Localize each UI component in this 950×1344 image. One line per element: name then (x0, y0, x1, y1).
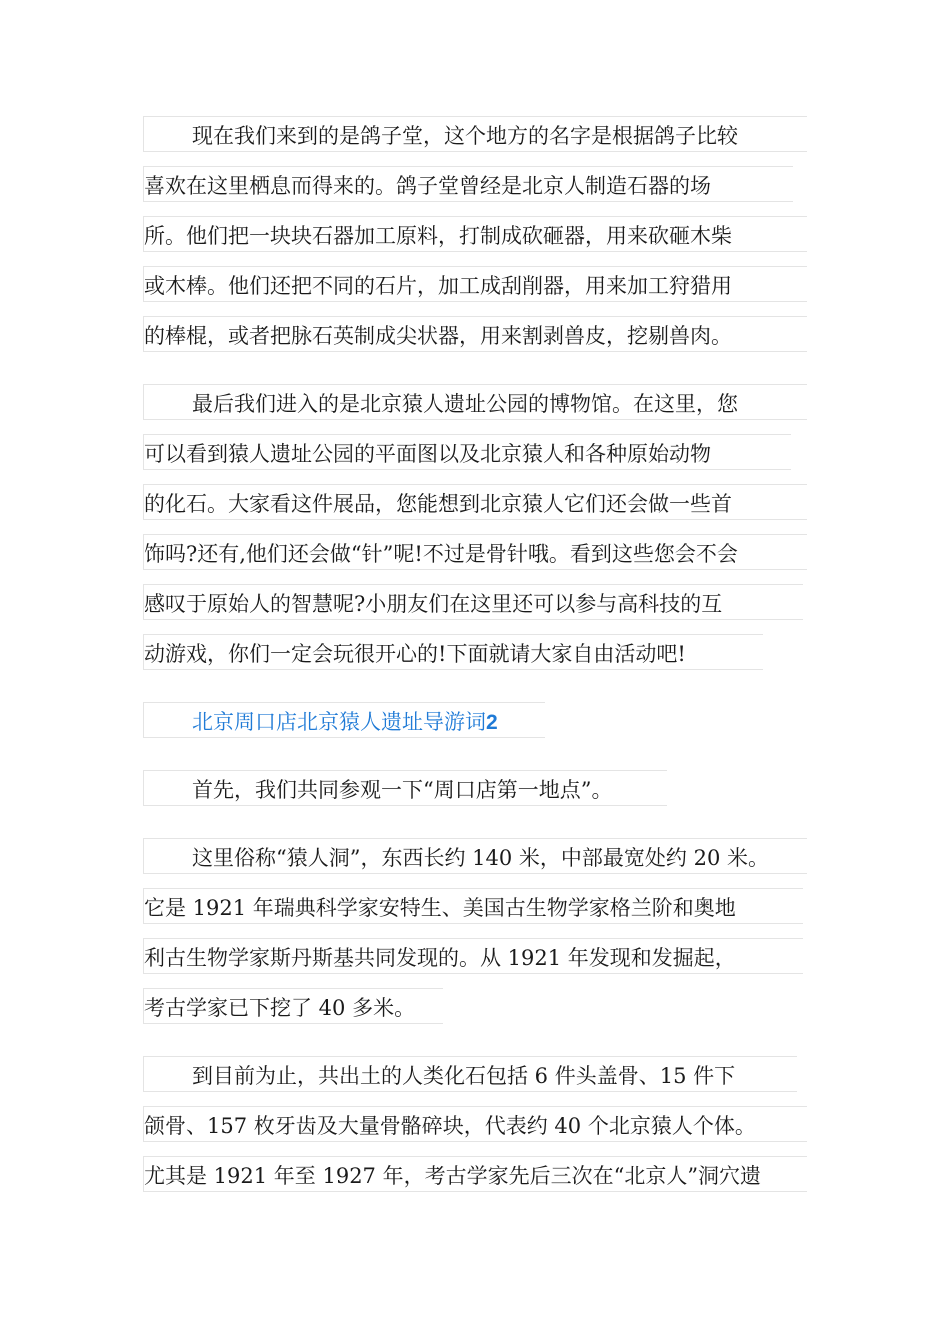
section-heading-number: 2 (486, 711, 498, 734)
paragraph-line: 它是 1921 年瑞典科学家安特生、美国古生物学家格兰阶和奥地 (143, 888, 803, 924)
paragraph-line: 考古学家已下挖了 40 多米。 (143, 988, 443, 1024)
paragraph-line: 感叹于原始人的智慧呢?小朋友们在这里还可以参与高科技的互 (143, 584, 803, 620)
paragraph-line: 喜欢在这里栖息而得来的。鸽子堂曾经是北京人制造石器的场 (143, 166, 793, 202)
paragraph-line: 饰吗?还有,他们还会做“针”呢!不过是骨针哦。看到这些您会不会 (143, 534, 807, 570)
section-heading (143, 702, 545, 738)
paragraph-line: 现在我们来到的是鸽子堂，这个地方的名字是根据鸽子比较 (143, 116, 807, 152)
paragraph-line: 颌骨、157 枚牙齿及大量骨骼碎块，代表约 40 个北京猿人个体。 (143, 1106, 807, 1142)
paragraph-line: 或木棒。他们还把不同的石片，加工成刮削器，用来加工狩猎用 (143, 266, 807, 302)
section-heading-text: 北京周口店北京猿人遗址导游词 (192, 710, 486, 734)
paragraph-line: 最后我们进入的是北京猿人遗址公园的博物馆。在这里，您 (143, 384, 807, 420)
paragraph-line: 的棒棍，或者把脉石英制成尖状器，用来割剥兽皮，挖剔兽肉。 (143, 316, 807, 352)
paragraph-line: 动游戏，你们一定会玩很开心的!下面就请大家自由活动吧! (143, 634, 763, 670)
paragraph-line: 的化石。大家看这件展品，您能想到北京猿人它们还会做一些首 (143, 484, 807, 520)
paragraph-line: 可以看到猿人遗址公园的平面图以及北京猿人和各种原始动物 (143, 434, 791, 470)
paragraph-line: 到目前为止，共出土的人类化石包括 6 件头盖骨、15 件下 (143, 1056, 797, 1092)
paragraph-line: 尤其是 1921 年至 1927 年，考古学家先后三次在“北京人”洞穴遗 (143, 1156, 807, 1192)
paragraph-line: 所。他们把一块块石器加工原料，打制成砍砸器，用来砍砸木柴 (143, 216, 807, 252)
paragraph-line: 利古生物学家斯丹斯基共同发现的。从 1921 年发现和发掘起， (143, 938, 803, 974)
paragraph-line: 这里俗称“猿人洞”，东西长约 140 米，中部最宽处约 20 米。 (143, 838, 807, 874)
paragraph-line: 首先，我们共同参观一下“周口店第一地点”。 (143, 770, 667, 806)
